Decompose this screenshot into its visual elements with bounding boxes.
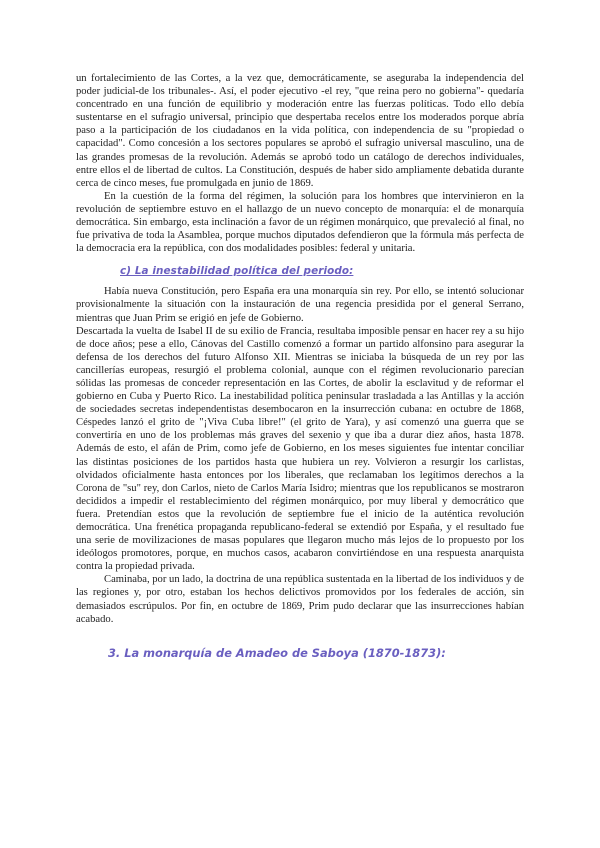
paragraph-cortes: un fortalecimiento de las Cortes, a la vez que, democráticamente, se aseguraba la independencia del poder judicial-de los tribunales-. Así, el poder ejecutivo -el rey, "que reina pero no gobierna"- quedaría concentrado en una función de equilibrio y moderación entre las fuerzas políticas. Todo ello debía sustentarse en el sufragio universal, principio que despertaba recelos entre los moderados porque abría paso a la participación de los ciudadanos en la vida política, con independencia de su "propiedad o capacidad". Como concesión a los sectores populares se aprobó el sufragio universal masculino, una de las grandes promesas de la revolución. Además se aprobó todo un catálogo de derechos individuales, entre ellos el de libertad de cultos. La Constitución, después de haber sido ampliamente debatida durante cerca de cinco meses, fue promulgada en junio de 1869. [76, 73, 524, 189]
paragraph-constitucion: Había nueva Constitución, pero España era una monarquía sin rey. Por ello, se intentó solucionar provisionalmente la situación con la instauración de una regencia presidida por el general Serrano, mientras que Juan Prim se erigió en jefe de Gobierno. [76, 286, 524, 324]
paragraph-forma-regimen: En la cuestión de la forma del régimen, la solución para los hombres que intervinieron en la revolución de septiembre estuvo en el hallazgo de un nuevo concepto de monarquía: el de monarquía democrática. Sin embargo, esta inclinación a favor de un régimen monárquico, que prevaleció al final, no fue privativa de toda la Asamblea, porque muchos diputados defendieron que la fórmula más perfecta de la democracia era la república, con dos modalidades posibles: federal y unitaria. [76, 190, 524, 255]
section-heading-amadeo: 3. La monarquía de Amadeo de Saboya (1870-1873): [108, 645, 446, 660]
section-heading-inestabilidad: c) La inestabilidad política del periodo: [120, 265, 354, 278]
paragraph-caminaba: Caminaba, por un lado, la doctrina de una república sustentada en la libertad de los individuos y de las regiones y, por otro, estaban los hechos delictivos promovidos por los federales de acción, sin demasiados escrúpulos. Por fin, en octubre de 1869, Prim pudo declarar que las insurrecciones habían acabado. [76, 574, 524, 625]
paragraph-descartada: Descartada la vuelta de Isabel II de su exilio de Francia, resultaba imposible pensar en hacer rey a su hijo de doce años; pese a ello, Cánovas del Castillo comenzó a formar un partido alfonsino para asegurar la defensa de los derechos del futuro Alfonso XII. Mientras se iniciaba la búsqueda de un rey por las cancillerías europeas, resurgió el problema colonial, aunque con el régimen revolucionario parecían sólidas las promesas de conceder representación en las Cortes, de abolir la esclavitud y de reformar el gobierno en Cuba y Puerto Rico. La inestabilidad política peninsular trasladada a las Antillas y la acción de sociedades secretas independentistas desembocaron en la insurrección cubana: en octubre de 1868, Céspedes lanzó el grito de "¡Viva Cuba libre!" (el grito de Yara), y así comenzó una guerra que se convertiría en uno de los problemas más graves del sexenio y que iba a durar diez años, hasta 1878. Además de esto, el afán de Prim, como jefe de Gobierno, en los meses siguientes fue intentar conciliar las distintas posiciones de los partidos hasta que hubiera un rey. Volvieron a resurgir los carlistas, olvidados oficialmente hasta entonces por los liberales, que reclamaban los legítimos derechos a la Corona de "su" rey, don Carlos, nieto de Carlos María Isidro; mientras que los republicanos se mostraron decididos a impedir el restablecimiento del régimen monárquico, por muy liberal y democrático que fuera. Pretendían estos que la revolución de septiembre fue el inicio de la auténtica revolución democrática. Una frenética propaganda republicano-federal se extendió por España, y el resultado fue una serie de movilizaciones de masas populares que llegaron mucho más lejos de lo propuesto por los ideólogos promotores, porque, en muchos casos, acabaron convirtiéndose en una respuesta anarquista contra la propiedad privada. [76, 325, 524, 573]
